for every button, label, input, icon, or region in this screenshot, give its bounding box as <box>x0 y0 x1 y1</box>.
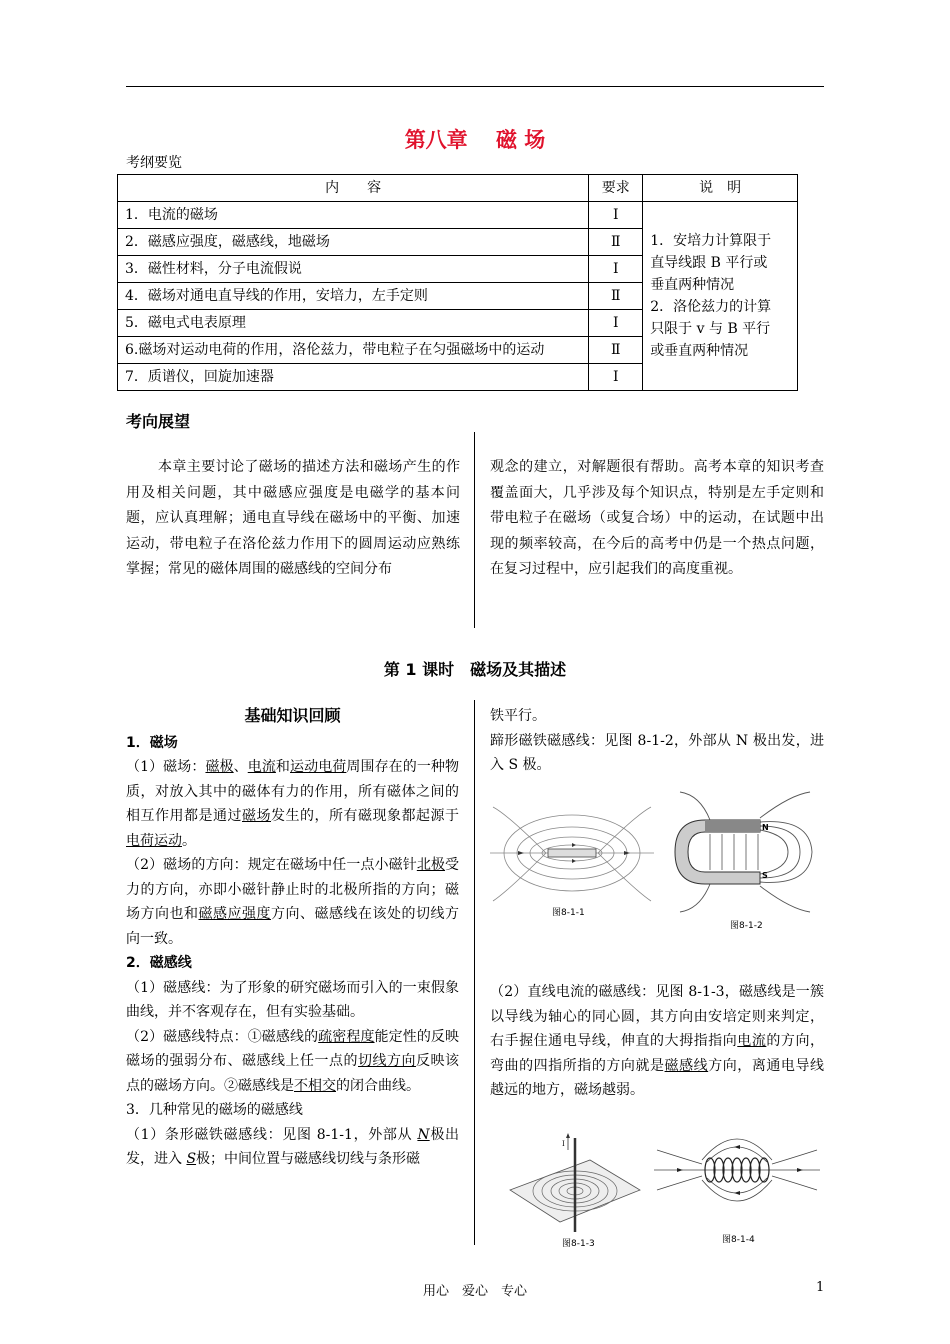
label-i: I <box>562 1140 565 1148</box>
chapter-title: 第八章 磁 场 <box>404 128 546 152</box>
table-row <box>118 202 798 229</box>
note-cell <box>643 202 798 391</box>
basics-heading: 基础知识回顾 <box>244 706 341 725</box>
header-rule <box>126 86 824 87</box>
outlook-right-text: 观念的建立，对解题很有帮助。高考本章的知识考查覆盖面大，几乎涉及每个知识点，特别是左手定则和带电粒子在磁场（或复合场）中的运动，在试题中出现的频率较高，在今后的高考中仍是一个热点问题，在复习过程中，应引起我们的高度重视。 <box>490 459 824 577</box>
solenoid-figure <box>652 1130 822 1248</box>
row-content: 4．磁场对通电直导线的作用，安培力，左手定则 <box>118 283 589 310</box>
row-content: 1．电流的磁场 <box>118 202 589 229</box>
note-line: 垂直两种情况 <box>650 277 735 293</box>
horseshoe-magnet-figure <box>660 790 825 933</box>
figure-caption: 图8-1-1 <box>552 908 585 918</box>
footer-text: 用心 爱心 专心 <box>422 1284 527 1299</box>
left-column <box>126 704 459 1172</box>
syllabus-label: 考纲要览 <box>126 155 182 171</box>
label-s: S <box>762 871 768 880</box>
right-column-lower <box>490 980 824 1103</box>
row-level: Ⅰ <box>589 256 643 283</box>
figure-caption: 图8-1-4 <box>722 1235 755 1245</box>
note-line: 直导线跟 B 平行或 <box>650 255 768 271</box>
paragraph: （2）磁感线特点：①磁感线的疏密程度能定性的反映磁场的强弱分布、磁感线上任一点的切线方向反映该点的磁场方向。②磁感线是不相交的闭合曲线。 <box>126 1028 459 1094</box>
outlook-heading: 考向展望 <box>126 412 191 431</box>
row-content: 6.磁场对运动电荷的作用，洛伦兹力，带电粒子在匀强磁场中的运动 <box>118 337 589 364</box>
arrow-head <box>566 1133 570 1138</box>
row-level: Ⅱ <box>589 337 643 364</box>
table-header-row <box>118 175 798 202</box>
note-line: 只限于 v 与 B 平行 <box>650 321 771 337</box>
paragraph: （1）磁场：磁极、电流和运动电荷周围存在的一种物质，对放入其中的磁体有力的作用，所有磁体之间的相互作用都是通过磁场发生的，所有磁现象都起源于电荷运动。 <box>126 759 460 849</box>
note-line: 2．洛伦兹力的计算 <box>650 299 772 315</box>
lesson-title: 第 1 课时 磁场及其描述 <box>383 660 567 679</box>
note-line: 1．安培力计算限于 <box>650 233 772 249</box>
right-column <box>490 704 824 778</box>
paragraph: 铁平行。 <box>490 708 546 724</box>
outlook-left-text: 本章主要讨论了磁场的描述方法和磁场产生的作用及相关问题，其中磁感应强度是电磁学的基本问题，应认真理解；通电直导线在磁场中的平衡、加速运动，带电粒子在洛伦兹力作用下的圆周运动应熟练掌握；常见的磁体周围的磁感线的空间分布 <box>126 459 460 577</box>
inner-field-lines <box>710 834 758 870</box>
header-requirement: 要求 <box>589 175 643 202</box>
row-level: Ⅰ <box>589 364 643 391</box>
header-content: 内 容 <box>118 175 589 202</box>
magnet-pole-n <box>705 820 760 832</box>
row-content: 3．磁性材料，分子电流假说 <box>118 256 589 283</box>
row-content: 5．磁电式电表原理 <box>118 310 589 337</box>
label-n: N <box>762 823 769 832</box>
section-heading: 1．磁场 <box>126 734 178 751</box>
syllabus-table <box>117 174 798 391</box>
paragraph: （1）条形磁铁磁感线：见图 8-1-1，外部从 N极出发，进入 S极；中间位置与磁感线切线与条形磁 <box>126 1126 459 1167</box>
row-level: Ⅱ <box>589 229 643 256</box>
paragraph: 蹄形磁铁磁感线：见图 8-1-2，外部从 N 极出发，进入 S 极。 <box>490 732 824 773</box>
page-number: 1 <box>816 1280 825 1295</box>
figure-caption: 图8-1-3 <box>562 1239 595 1249</box>
row-content: 7．质谱仪，回旋加速器 <box>118 364 589 391</box>
column-divider <box>474 432 475 628</box>
paragraph: （2）磁场的方向：规定在磁场中任一点小磁针北极受力的方向，亦即小磁针静止时的北极所指的方向；磁场方向也和磁感应强度方向、磁感线在该处的切线方向一致。 <box>126 857 460 947</box>
section-heading: 2．磁感线 <box>126 955 192 971</box>
bar-magnet <box>548 849 596 857</box>
row-level: Ⅰ <box>589 202 643 229</box>
figure-caption: 图8-1-2 <box>730 921 763 931</box>
column-divider <box>474 700 475 1245</box>
paragraph: （1）磁感线：为了形象的研究磁场而引入的一束假象曲线，并不客观存在，但有实验基础。 <box>126 979 459 1020</box>
note-line: 或垂直两种情况 <box>650 343 749 359</box>
row-level: Ⅱ <box>589 283 643 310</box>
paragraph: （2）直线电流的磁感线：见图 8-1-3，磁感线是一簇以导线为轴心的同心圆，其方向由安培定则来判定，右手握住通电导线，伸直的大拇指指向电流的方向，弯曲的四指所指的方向就是磁感线方向，离通电导线越远的地方，磁场越弱。 <box>490 984 825 1098</box>
row-content: 2．磁感应强度，磁感线，地磁场 <box>118 229 589 256</box>
row-level: Ⅰ <box>589 310 643 337</box>
bar-magnet-figure <box>488 805 656 920</box>
straight-wire-figure <box>500 1130 650 1250</box>
header-note: 说 明 <box>643 175 798 202</box>
section-heading: 3．几种常见的磁场的磁感线 <box>126 1102 303 1118</box>
